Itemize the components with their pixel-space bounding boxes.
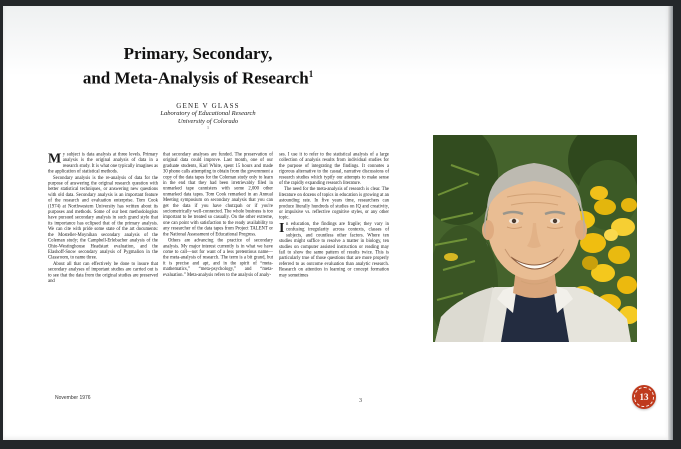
- portrait-photo: [433, 135, 637, 342]
- bottom-frame-bar: [0, 440, 681, 449]
- paragraph: that secondary analyses are funded. The preservation of original data could improve. Last month, one of our graduate students, Karl White, spent 15 hours and made 30 phone calls attempting to obtain from the government a copy of the data tapes for the Coleman study only to learn in the end that they had been irretrievably filed in unmarked tape cannisters with some 2,000 other unmarked data tapes. Tom Cook remarked in an Annual Meeting symposium on secondary analysis that you can get the data if you have chutzpah or if you're sociometrically well-connected. The whole business is too important to be treated so casually. On the other extreme, one can point with satisfaction to the ready availability to any researcher of the data tapes from Project TALENT or the National Assessment of Educational Progress.: [163, 152, 273, 237]
- article-title-line2: and Meta-Analysis of Research$^1$: [82, 68, 314, 88]
- dropcap-letter: M: [48, 150, 62, 166]
- paragraph: In education, the findings are fragile; they vary in confusing irregularity across contexts, classes of subjects, and countless other factors. Where ten studies might suffice to resolve a matter in biology, ten studies on computer assisted instruction or reading may fail to show the same pattern of results twice. This is particularly true of those questions that are more properly referred to as outcome evaluation than analytic research. Research on attention in learning or concept formation may sometimes: [279, 219, 389, 278]
- issue-date: November 1976: [55, 395, 91, 401]
- paragraph: About all that can effectively be done to insure that secondary analyses of important studies are carried out is to see that the data from the original studies are preserved and: [48, 261, 158, 284]
- paragraph: ses. I use it to refer to the statistical analysis of a large collection of analysis results from individual studies for the purpose of integrating the findings. It connotes a rigorous alternative to the casual, narrative discussions of research studies which typify our attempts to make sense of the rapidly expanding research literature.: [279, 152, 389, 186]
- paragraph: The need for the meta-analysis of research is clear. The literature on dozens of topics in education is growing at an astounding rate. In five years time, researchers can produce literally hundreds of studies on IQ and creativity, or impulsive vs. reflective cognitive styles, or any other topic.: [279, 186, 389, 221]
- article-title: [33, 44, 363, 89]
- article-title-line1: Primary, Secondary,: [123, 44, 273, 63]
- badge-number: 13: [639, 392, 649, 402]
- text-column-3: [279, 152, 389, 389]
- paragraph: Secondary analysis is the re-analysis of data for the purpose of answering the original research question with better statistical techniques, or answering new questions with old data. Secondary analysis is an important feature of the research and evaluation enterprise. Tom Cook (1974) at Northwestern University has written about its purposes and methods. Some of our best methodologists have pursued secondary analysis in such grand style that its importance has eclipsed that of the primary analysis. We can cite with pride some state of the art documents: the Mosteller-Moynihan secondary analysis of the Coleman study; the Campbell-Erlebacher analysis of the Ohio-Westinghouse Headstart evaluation, and the Elashoff-Snow secondary analysis of Pygmalion in the Classroom, to name three.: [48, 175, 158, 261]
- dropcap-letter: I: [279, 219, 285, 236]
- right-frame-edge: [673, 0, 681, 449]
- paragraph: My subject is data analysis at three levels. Primary analysis is the original analysis of data in a research study. It is what one typically imagines as the application of statistical methods.: [48, 150, 158, 175]
- page-stack-edge: [668, 6, 673, 440]
- page-badge-button[interactable]: [632, 385, 656, 409]
- author-name: GENE V GLASS: [176, 102, 240, 110]
- text-column-1: [48, 152, 158, 389]
- text-column-2: [163, 152, 273, 389]
- page-number: 3: [359, 398, 362, 404]
- author-footnote-mark: 1: [207, 125, 209, 130]
- author-block: [98, 102, 318, 130]
- author-affiliation-2: University of Colorado: [177, 117, 239, 125]
- author-affiliation-1: Laboratory of Educational Research: [160, 110, 256, 117]
- paragraph: Others are advancing the practice of secondary analysis. My major interest currently is in what we have come to call—not for want of a less pretentious name—the meta-analysis of research. The term is a bit grand, but it is precise and apt, and in the spirit of “meta-mathematics,” “meta-psychology,” and “meta-evaluation.” Meta-analysis refers to the analysis of analy-: [163, 238, 273, 278]
- title-footnote-mark: 1: [308, 69, 314, 79]
- book-spread-page: [3, 6, 668, 440]
